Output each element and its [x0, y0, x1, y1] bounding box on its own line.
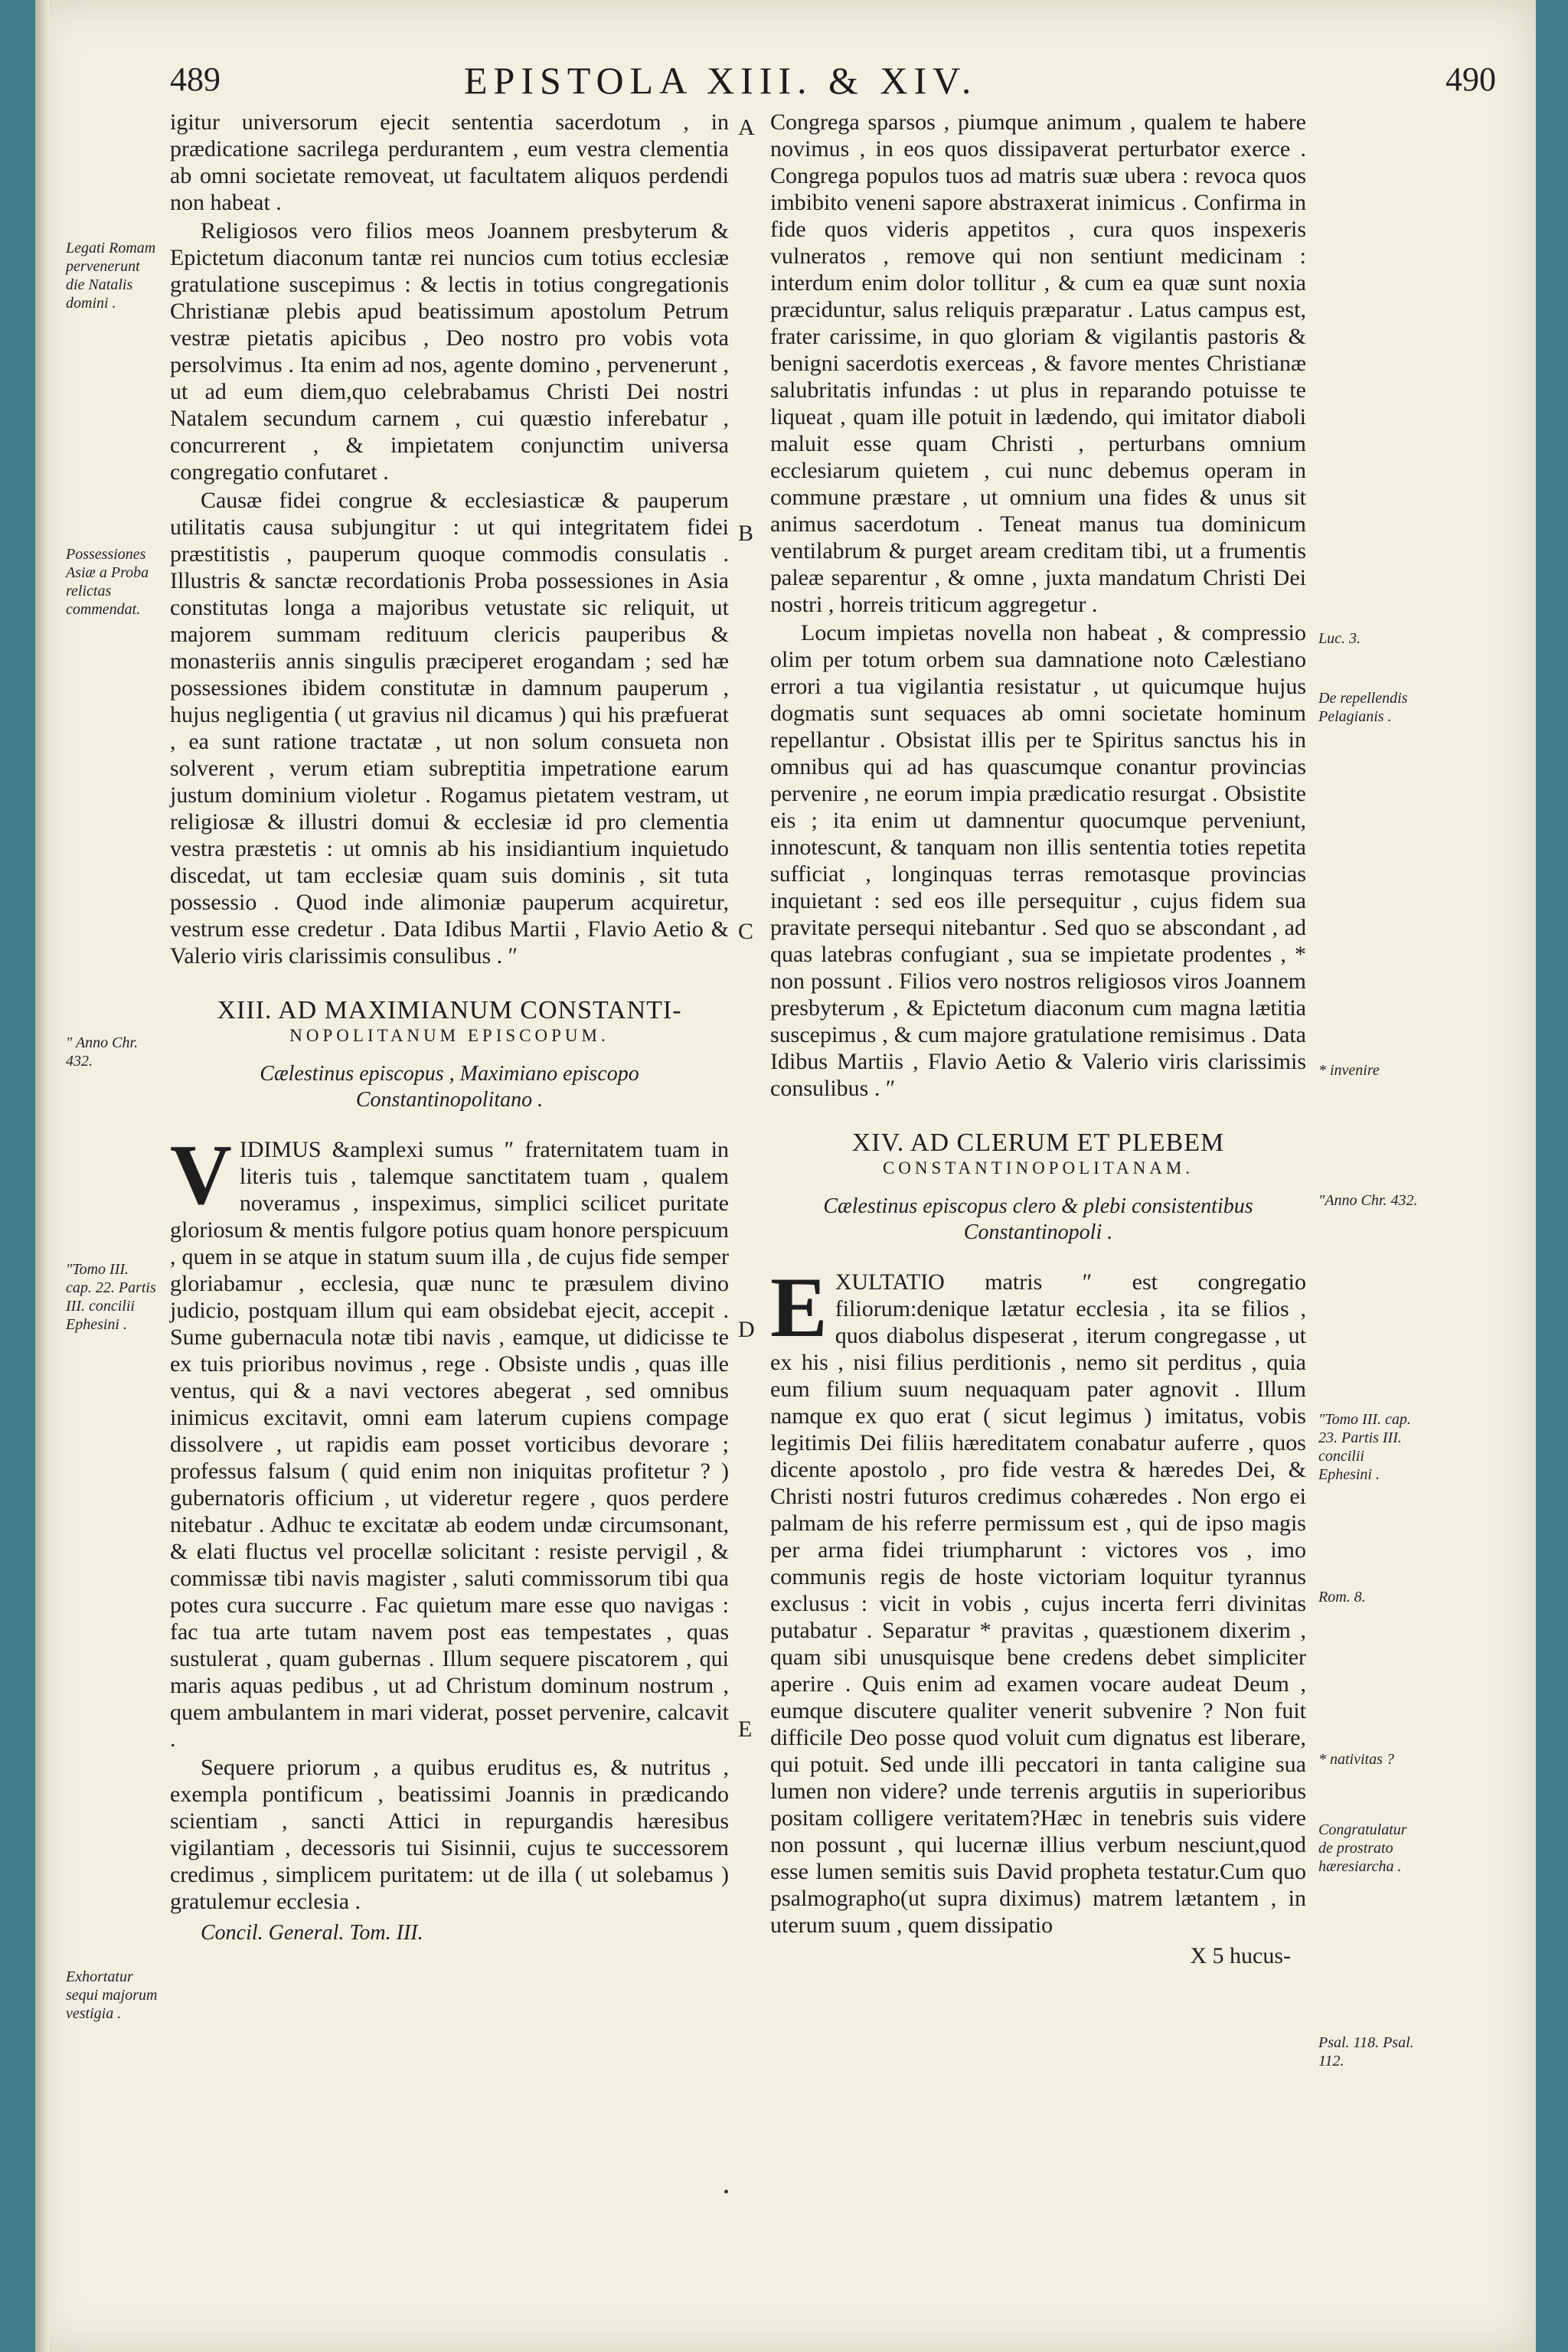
page-number-right: 490 [1446, 60, 1496, 98]
paragraph-text: XULTATIO matris ″ est congregatio filiorum:denique lætatur ecclesia , ita se filios , quos diabolus dispeserat , iterum congregasse , ut ex his , nisi filius perditionis , nemo sit perditus , quia eum filium suum nequaquam pater agnovit . Illum namque ex quo erat ( sicut legimus ) imitatus, vobis legitimis Dei filiis hæreditatem conabatur auferre , quos dicente apostolo , pro fide vestra & hæredes Dei, & Christi nostri futuros credimus cohæredes . Non ergo ei palmam de his referre permissum est , qui de ipso magis per arma fidei triumpharunt : victores vos , imo communis regis de hoste victoriam loquitur tyrannus exclusus : vicit in vobis , cujus incerta ferri divinitas putabatur . Separatur * pravitas , quæstionem dixerim , quam sibi unusquisque bene credens debet simpliciter aperire . Quis enim ad examen vocare audeat Deum , eumque discutere qualiter venerit subvenire ? Non fuit difficile Deo posse quod voluit cum dignatus est liberare, qui potuit. Sed unde illi peccatori in tanta caligine sua lumen non videre? unde terrenis argutiis in superioribus positam colligere veritatem?Hæc in tenebris suis videre non possunt , qui lucernæ illius verbum nesciunt,quod esse lumen semitis suis David propheta testatur.Cum quo psalmographo(ut supra diximus) matrem lætantem , in uterum suum , quem dissipatio [770, 1269, 1306, 1938]
section-letter-e: E [738, 1717, 753, 1742]
ink-dot [724, 2190, 728, 2194]
page-binding-shadow [35, 0, 49, 2352]
paragraph: Congrega sparsos , piumque animum , qualem te habere novimus , in eos quos dissipaverat perturbator exerce . Congrega populos tuos ad matris suæ ubera : revoca quos imbibito veneni sapore abstraxerat inimicus . Confirma in fide quos videris appetitos , cura quos inspexeris vulneratos , remove qui non sentiunt medicinam : interdum enim dolor tollitur , & cum ea quæ sunt noxia præciduntur, salus reliquis præparatur . Latus campus est, frater carissime, in quo gloriam & vigilantis pastoris & benigni sacerdotis exerceas , & favore mentes Christianæ salubritatis infundas : ut plus in reparando potuisse te liqueat , quam ille potuit in lædendo, qui imitator diaboli maluit esse quam Christi , perturbans omnium ecclesiarum quietem , cui nunc debemus operam in commune præstare , ut omnium una fides & unus sit animus sacerdotum . Teneat manus tua dominicum ventilabrum & purget aream creditam tibi, ut a frumentis paleæ separentur , & omne , juxta mandatum Christi Dei nostri , horreis triticum aggregetur . [770, 109, 1306, 617]
paragraph: Locum impietas novella non habeat , & compressio olim per totum orbem sua damnatione noto Cælestiano errori a tua vigilantia resistatur , ut quicumque hujus dogmatis sunt sequaces ab omni societate hominum repellantur . Obsistat illis per te Spiritus sanctus his in omnibus qui ad has quascumque conantur provincias pervenire , ne eorum impia prædicatio resurgat . Obsistite eis ; ita enim ut damnentur quocumque perveniunt, innotescunt, & tanquam non illis sententia toties repetita sufficiat , longinquas terras remotasque provincias inquietant : sed eos ille persequitur , cujus fidem sua pravitate persequi nitebantur . Sed quo se abscondant , ad quas latebras confugiant , sua se impietate prodentes , * non possunt . Filios vero nostros religiosos viros Joannem presbyterum , & Epictetum diaconum cum magna lætitia suscepimus , & cum majore gratulatione remisimus . Data Idibus Martiis , Flavio Aetio & Valerio viris clarissimis consulibus . ″ [770, 620, 1306, 1101]
letter-address: Cælestinus episcopus , Maximiano episcopo Constantinopolitano . [260, 1062, 639, 1112]
right-column [770, 109, 1306, 1969]
running-title: EPISTOLA XIII. & XIV. [464, 59, 978, 102]
signature-catchword: X 5 hucus- [1190, 1943, 1291, 1968]
letter-subheading: CONSTANTINOPOLITANAM. [882, 1158, 1194, 1178]
margin-note: ″Anno Chr. 432. [1318, 1192, 1418, 1209]
page [35, 0, 1536, 2352]
margin-note: Possessiones Asiæ a Proba relictas commendat. [66, 546, 149, 618]
margin-note: ″Tomo III. cap. 23. Partis III. concilii Ephesini . [1318, 1411, 1411, 1483]
margin-note: Luc. 3. [1318, 630, 1361, 647]
drop-cap: E [770, 1260, 828, 1355]
section-letter-c: C [738, 919, 754, 944]
margin-note: De repellendis Pelagianis . [1318, 690, 1408, 725]
paragraph: igitur universorum ejecit sententia sacerdotum , in prædicatione sacrilega perdurantem , eum vestra clementia ab omni societate removeat, ut facultatem aliquos perdendi non habeat . [170, 109, 729, 215]
section-letter-a: A [738, 115, 755, 140]
margin-note: Legati Romam pervenerunt die Natalis domini . [66, 240, 156, 312]
margin-note: ″ Anno Chr. 432. [66, 1034, 139, 1070]
page-header [35, 60, 1536, 113]
margin-note: Rom. 8. [1318, 1589, 1366, 1606]
section-letter-b: B [738, 521, 754, 546]
letter-heading: XIII. AD MAXIMIANUM CONSTANTI- [217, 996, 682, 1024]
margin-note: * invenire [1318, 1062, 1380, 1079]
left-column [170, 109, 729, 1945]
margin-note: ″Tomo III. cap. 22. Partis III. concilii Ephesini . [66, 1261, 156, 1333]
letter-address: Cælestinus episcopus clero & plebi consistentibus Constantinopoli . [823, 1194, 1253, 1244]
section-letter-d: D [738, 1317, 755, 1342]
margin-note: * nativitas ? [1318, 1751, 1394, 1768]
footer-citation: Concil. General. Tom. III. [201, 1921, 423, 1945]
letter-subheading: NOPOLITANUM EPISCOPUM. [289, 1026, 609, 1045]
drop-cap: V [170, 1128, 232, 1223]
margin-note: Congratulatur de prostrato hæresiarcha . [1318, 1821, 1407, 1875]
margin-note: Exhortatur sequi majorum vestigia . [66, 1968, 158, 2022]
page-number-left: 489 [170, 60, 220, 98]
letter-heading: XIV. AD CLERUM ET PLEBEM [851, 1129, 1225, 1157]
paragraph [770, 1260, 1306, 1939]
paragraph-text: IDIMUS &amplexi sumus ″ fraternitatem tuam in literis tuis , talemque sanctitatem tuam , qualem noveramus , inspeximus, simplici scilicet puritate gloriosum & mentis fulgore potius quam honore perspicuum , quem in se atque in statum suum illa , de cujus fide semper gloriabamur , ecclesia, quæ nunc te præsulem divino judicio, postquam illum qui eam obsidebat ejecit, accepit . Sume gubernacula notæ tibi navis , eamque, ut didicisse te ex tuis prioribus novimus , rege . Obsiste undis , quas ille ventus, qui & a navi vectores abegerat , sed omnibus inimicus excitavit, omni eam laterum cupiens compage dissolvere , ut rapidis eam posset vorticibus devorare ; professus falsum ( quid enim non iniquitas profitetur ? ) gubernatoris officium , ut videretur regere , quos perdere nitebatur . Adhuc te excitatæ ab eodem undæ circumsonant, & elati fluctus vel procellæ solicitant : resiste pervigil , & commissæ tibi navis magister , saluti commissorum tibi qua potes cura succurre . Fac quietum mare esse quo navigas : fac tua arte tutam navem post eas tempestates , quas sustulerat , quam gubernas . Illum sequere piscatorem , qui maris aquas pedibus , ut ad Christum dominum nostrum , quem ambulantem in mari viderat, posset pervenire, calcavit . [170, 1137, 729, 1752]
margin-note: Psal. 118. Psal. 112. [1318, 2034, 1414, 2069]
paragraph: Sequere priorum , a quibus eruditus es, & nutritus , exempla pontificum , beatissimi Joannis in prædicando scientiam , sancti Attici in repurgandis hæresibus vigilantiam , decessoris tui Sisinnii, cujus te successorem credimus , simplicem puritatem: ut de illa ( ut solebamus ) gratulemur ecclesia . [170, 1755, 729, 1914]
paragraph: Religiosos vero filios meos Joannem presbyterum & Epictetum diaconum tantæ rei nuncios cum totius ecclesiæ gratulatione suscepimus : & lectis in totius congregationis Christianæ plebis apud beatissimum apostolum Petrum vestræ pietatis apicibus , Deo nostro pro vobis vota persolvimus . Ita enim ad nos, agente domino , pervenerunt , ut ad eum diem,quo celebrabamus Christi Dei nostri Natalem secundum carnem , cui quæstio inferebatur , concurrerent , & impietatem conjunctim universa congregatio confutaret . [170, 218, 729, 485]
paragraph: Causæ fidei congrue & ecclesiasticæ & pauperum utilitatis causa subjungitur : ut qui integritatem fidei præstitistis , pauperum quoque commodis consulatis . Illustris & sanctæ recordationis Proba possessiones in Asia constitutas longa a majoribus vetustate sic reliquit, ut majorem summam redituum clericis pauperibus & monasteriis annis singulis præciperet erogandam ; sed hæ possessiones ibidem constitutæ in damnum pauperum , hujus negligentia ( ut gravius nil dicamus ) qui his præfuerat , ea sunt ratione tractatæ , ut non solum consueta non solverent , verum etiam subreptitia impetratione earum justum dominium violetur . Rogamus pietatem vestram, ut religiosæ & illustri domui & ecclesiæ id pro clementia vestra præstetis : ut omnis ab his insidiantium inquietudo discedat, ut tam ecclesiæ quam suis dominis , sit tuta possessio . Quod inde alimoniæ pauperum acquiretur, vestrum esse credetur . Data Idibus Martii , Flavio Aetio & Valerio viris clarissimis consulibus . ″ [170, 488, 729, 969]
paragraph [170, 1128, 729, 1753]
